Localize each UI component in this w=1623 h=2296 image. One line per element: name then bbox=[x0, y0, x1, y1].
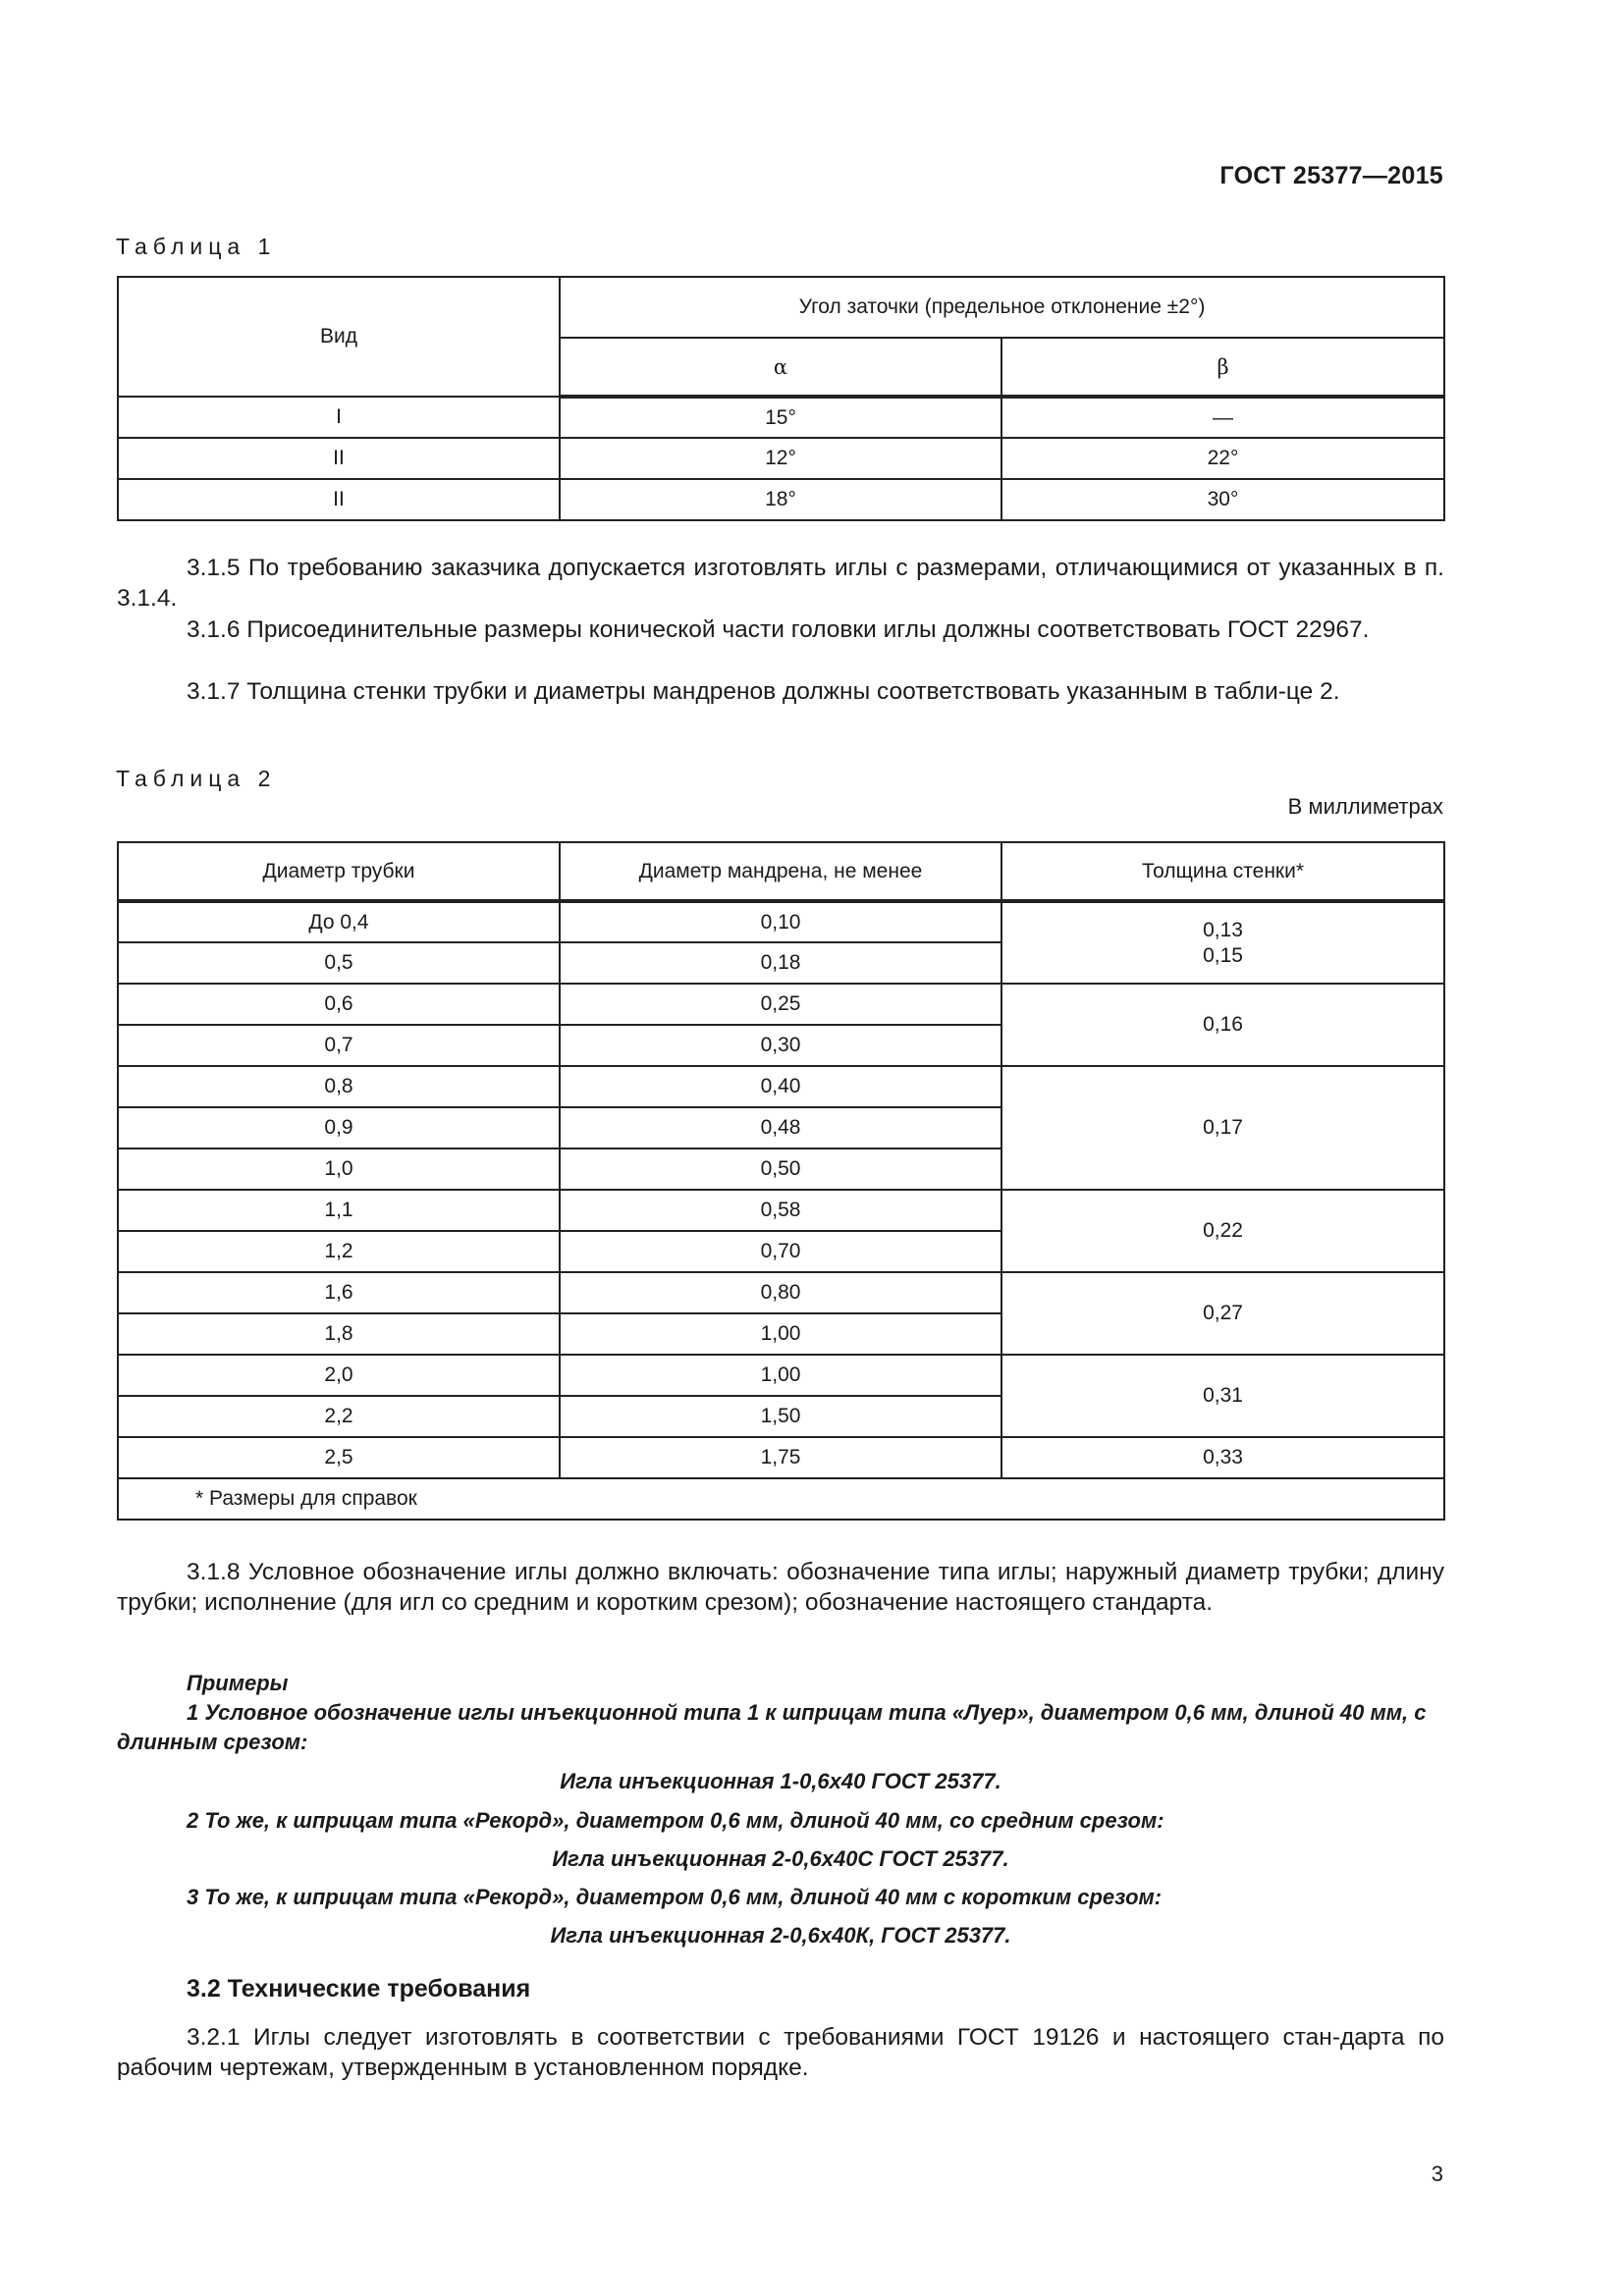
table2-cell: 1,50 bbox=[560, 1396, 1001, 1437]
table1-header-beta: β bbox=[1001, 338, 1444, 397]
table2-wall-value: 0,15 bbox=[1203, 943, 1243, 967]
table2-cell: 0,25 bbox=[560, 984, 1001, 1025]
table2-wall-cell: 0,33 bbox=[1001, 1437, 1444, 1478]
table1-caption: Таблица 1 bbox=[116, 234, 277, 259]
table2-cell: 2,2 bbox=[118, 1396, 560, 1437]
table2-wall-cell: 0,17 bbox=[1001, 1066, 1444, 1190]
table2-cell: 0,70 bbox=[560, 1231, 1001, 1272]
table2-cell: 2,0 bbox=[118, 1355, 560, 1396]
table1-cell: II bbox=[118, 438, 560, 479]
table2-units: В миллиметрах bbox=[1287, 794, 1443, 819]
example-2-designation: Игла инъекционная 2-0,6х40С ГОСТ 25377. bbox=[552, 1846, 1009, 1871]
paragraph-3-2-1: 3.2.1 Иглы следует изготовлять в соответствии с требованиями ГОСТ 19126 и настоящего стан-дарта по рабочим чертежам, утвержденным в установленном порядке. bbox=[117, 2024, 1444, 2081]
table-row bbox=[118, 438, 1444, 479]
table2-header-mandrel: Диаметр мандрена, не менее bbox=[560, 842, 1001, 901]
table2-wall-cell: 0,16 bbox=[1001, 984, 1444, 1066]
table1-cell: 15° bbox=[560, 397, 1001, 438]
table1-cell: 18° bbox=[560, 479, 1001, 520]
table2-cell: 1,8 bbox=[118, 1313, 560, 1355]
table1-header-kind: Вид bbox=[118, 277, 560, 397]
table2-cell: 0,5 bbox=[118, 942, 560, 984]
table-row bbox=[118, 397, 1444, 438]
table2-caption: Таблица 2 bbox=[116, 766, 277, 791]
table1-cell: I bbox=[118, 397, 560, 438]
document-code: ГОСТ 25377—2015 bbox=[1219, 162, 1443, 189]
table2-cell: 0,6 bbox=[118, 984, 560, 1025]
paragraph-3-1-6: 3.1.6 Присоединительные размеры конической части головки иглы должны соответствовать ГОСТ 22967. bbox=[187, 616, 1370, 643]
table2-cell: 0,8 bbox=[118, 1066, 560, 1107]
section-heading: 3.2 Технические требования bbox=[187, 1975, 531, 2002]
table2-cell: 0,10 bbox=[560, 901, 1001, 942]
table1-cell: 30° bbox=[1001, 479, 1444, 520]
paragraph-3-1-5: 3.1.5 По требованию заказчика допускается изготовлять иглы с размерами, отличающимися от указанных в п. 3.1.4. bbox=[117, 555, 1444, 612]
table1 bbox=[117, 276, 1445, 521]
table1-cell: — bbox=[1001, 397, 1444, 438]
table-row bbox=[118, 479, 1444, 520]
table2-cell: 1,1 bbox=[118, 1190, 560, 1231]
table1-cell: II bbox=[118, 479, 560, 520]
table2-footnote: * Размеры для справок bbox=[118, 1478, 1444, 1520]
table2-cell: 0,50 bbox=[560, 1148, 1001, 1190]
table2-header-wall: Толщина стенки* bbox=[1001, 842, 1444, 901]
table2-cell: До 0,4 bbox=[118, 901, 560, 942]
table-row bbox=[118, 984, 1444, 1025]
table-row bbox=[118, 1190, 1444, 1231]
table-row bbox=[118, 1437, 1444, 1478]
example-3: 3 То же, к шприцам типа «Рекорд», диаметром 0,6 мм, длиной 40 мм с коротким срезом: bbox=[187, 1885, 1163, 1909]
table2-cell: 1,75 bbox=[560, 1437, 1001, 1478]
table2-cell: 1,6 bbox=[118, 1272, 560, 1313]
table2-cell: 0,9 bbox=[118, 1107, 560, 1148]
table-row bbox=[118, 1272, 1444, 1313]
table-row bbox=[118, 901, 1444, 942]
paragraph-3-1-8: 3.1.8 Условное обозначение иглы должно включать: обозначение типа иглы; наружный диаметр трубки; длину трубки; исполнение (для игл со средним и коротким срезом); обозначение настоящего стандарта. bbox=[117, 1559, 1444, 1616]
examples-title: Примеры bbox=[187, 1671, 289, 1695]
table2 bbox=[117, 841, 1445, 1521]
table2-cell: 0,18 bbox=[560, 942, 1001, 984]
table2-cell: 0,58 bbox=[560, 1190, 1001, 1231]
table2-cell: 2,5 bbox=[118, 1437, 560, 1478]
table2-cell: 0,80 bbox=[560, 1272, 1001, 1313]
table-row bbox=[118, 1066, 1444, 1107]
example-2: 2 То же, к шприцам типа «Рекорд», диаметром 0,6 мм, длиной 40 мм, со средним срезом: bbox=[187, 1808, 1164, 1833]
table2-cell: 1,00 bbox=[560, 1355, 1001, 1396]
table2-wall-cell: 0,27 bbox=[1001, 1272, 1444, 1355]
table2-wall-cell bbox=[1001, 901, 1444, 984]
table2-wall-cell: 0,22 bbox=[1001, 1190, 1444, 1272]
table2-cell: 1,0 bbox=[118, 1148, 560, 1190]
table-row bbox=[118, 1355, 1444, 1396]
table2-header-tube: Диаметр трубки bbox=[118, 842, 560, 901]
table1-cell: 22° bbox=[1001, 438, 1444, 479]
table2-wall-cell: 0,31 bbox=[1001, 1355, 1444, 1437]
example-1-designation: Игла инъекционная 1-0,6х40 ГОСТ 25377. bbox=[560, 1769, 1001, 1793]
table2-cell: 1,2 bbox=[118, 1231, 560, 1272]
table2-cell: 1,00 bbox=[560, 1313, 1001, 1355]
table2-wall-value: 0,13 bbox=[1203, 918, 1243, 941]
table2-cell: 0,40 bbox=[560, 1066, 1001, 1107]
table2-cell: 0,30 bbox=[560, 1025, 1001, 1066]
table1-header-alpha: α bbox=[560, 338, 1001, 397]
page-number: 3 bbox=[1431, 2162, 1443, 2186]
table2-cell: 0,7 bbox=[118, 1025, 560, 1066]
table2-cell: 0,48 bbox=[560, 1107, 1001, 1148]
example-1: 1 Условное обозначение иглы инъекционной типа 1 к шприцам типа «Луер», диаметром 0,6 мм, длиной 40 мм, с длинным срезом: bbox=[117, 1700, 1427, 1754]
table1-header-angle: Угол заточки (предельное отклонение ±2°) bbox=[560, 277, 1444, 338]
example-3-designation: Игла инъекционная 2-0,6х40К, ГОСТ 25377. bbox=[550, 1923, 1011, 1948]
table1-cell: 12° bbox=[560, 438, 1001, 479]
paragraph-3-1-7: 3.1.7 Толщина стенки трубки и диаметры мандренов должны соответствовать указанным в табли-це 2. bbox=[187, 678, 1340, 705]
